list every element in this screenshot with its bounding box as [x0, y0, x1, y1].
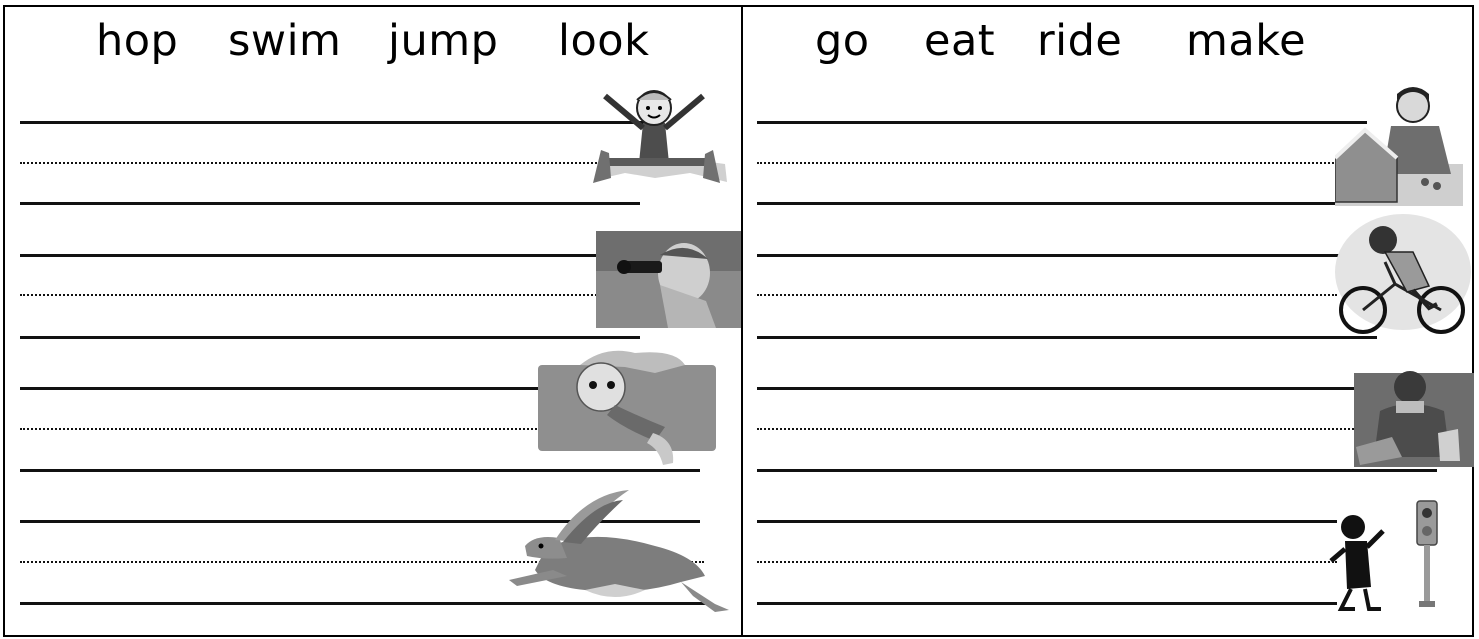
boy-riding-bike-icon — [1333, 212, 1473, 338]
top-line — [20, 387, 560, 390]
top-line — [757, 121, 1367, 124]
middle-dotted-line — [757, 294, 1337, 296]
word-jump: jump — [388, 16, 499, 66]
base-line — [20, 469, 700, 472]
base-line — [757, 602, 1337, 605]
boy-eating-sandwich-icon — [1352, 361, 1478, 469]
base-line — [20, 336, 640, 339]
base-line — [757, 469, 1437, 472]
middle-dotted-line — [757, 561, 1337, 563]
middle-dotted-line — [757, 162, 1337, 164]
middle-dotted-line — [20, 428, 560, 430]
middle-dotted-line — [20, 294, 620, 296]
word-hop: hop — [96, 16, 179, 66]
base-line — [20, 202, 640, 205]
person-walking-traffic-light-icon — [1325, 497, 1445, 615]
girl-making-gingerbread-house-icon — [1335, 78, 1463, 206]
base-line — [757, 336, 1377, 339]
word-swim: swim — [228, 16, 342, 66]
top-line — [20, 254, 620, 257]
word-ride: ride — [1037, 16, 1123, 66]
rabbit-hopping-icon — [505, 486, 735, 614]
middle-dotted-line — [20, 162, 640, 164]
word-eat: eat — [924, 16, 996, 66]
panel-divider — [741, 5, 743, 637]
top-line — [757, 254, 1347, 257]
top-line — [757, 520, 1337, 523]
word-make: make — [1186, 16, 1307, 66]
girl-jumping-icon — [585, 78, 735, 188]
base-line — [757, 202, 1337, 205]
top-line — [20, 121, 660, 124]
word-look: look — [558, 16, 650, 66]
child-swimming-icon — [535, 345, 717, 467]
word-go: go — [815, 16, 870, 66]
boy-binoculars-photo — [596, 231, 741, 328]
middle-dotted-line — [757, 428, 1357, 430]
top-line — [757, 387, 1357, 390]
